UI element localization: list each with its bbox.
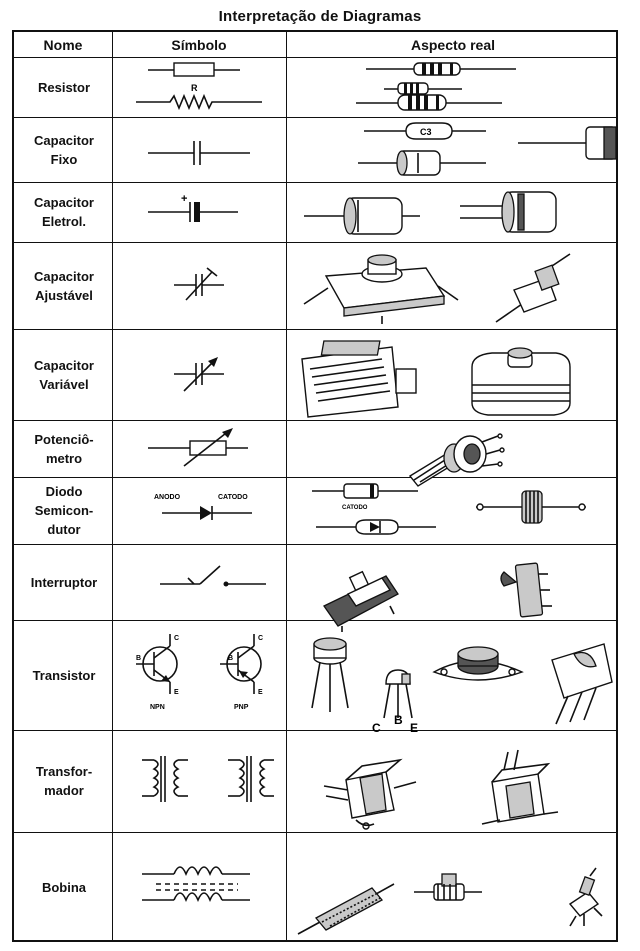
header-aspecto: Aspecto real <box>410 37 496 53</box>
row-name-capacitor-variavel: Capacitor Variável <box>34 357 94 392</box>
capacitor-variavel-real <box>286 329 620 420</box>
transformador-symbol <box>112 730 286 832</box>
diode-cathode-label: CATODO <box>218 494 248 501</box>
bobina-symbol <box>112 832 286 942</box>
real-pin-b: B <box>394 713 403 727</box>
row-name-capacitor-fixo: Capacitor Fixo <box>34 132 94 167</box>
header-nome: Nome <box>43 37 83 53</box>
row-name-interruptor: Interruptor <box>30 574 98 590</box>
capacitor-fixo-real <box>286 117 620 182</box>
real-pin-e: E <box>410 721 419 735</box>
interruptor-real <box>286 544 620 620</box>
potenciometro-symbol <box>112 420 286 477</box>
row-name-transformador: Transfor-mador <box>35 764 93 798</box>
interruptor-symbol <box>112 544 286 620</box>
pnp-pin-e: E <box>258 689 263 696</box>
real-pin-c: C <box>372 721 381 735</box>
row-name-capacitor-ajustavel: Capacitor Ajustável <box>34 268 94 303</box>
page-title: Interpretação de Diagramas <box>218 8 422 25</box>
capacitor-code-label: C3 <box>420 127 432 137</box>
pnp-pin-b: B <box>228 655 234 662</box>
row-name-potenciometro: Potenciô-metro <box>34 431 94 466</box>
bobina-real <box>286 832 620 942</box>
capacitor-ajustavel-symbol <box>112 242 286 329</box>
npn-pin-c: C <box>174 635 180 642</box>
capacitor-eletrol-real <box>286 182 620 242</box>
row-name-capacitor-eletrol: Capacitor Eletrol. <box>34 195 94 229</box>
transformador-real <box>286 730 620 832</box>
electrolytic-plus-label: + <box>181 193 188 205</box>
diode-anode-label: ANODO <box>154 494 181 501</box>
row-name-resistor: Resistor <box>37 79 91 95</box>
row-name-diodo: Diodo Semicon-dutor <box>34 484 94 537</box>
capacitor-eletrol-symbol <box>112 182 286 242</box>
npn-pin-b: B <box>136 655 142 662</box>
pnp-label: PNP <box>234 704 249 711</box>
resistor-symbol <box>112 57 286 117</box>
potenciometro-real <box>286 420 620 477</box>
transistor-real <box>286 620 620 735</box>
row-name-bobina: Bobina <box>41 879 87 895</box>
npn-label: NPN <box>150 704 165 711</box>
diode-real-cathode-label: CATODO <box>342 505 368 511</box>
capacitor-variavel-symbol <box>112 329 286 420</box>
transistor-symbol <box>112 620 286 730</box>
pnp-pin-c: C <box>258 635 264 642</box>
npn-pin-e: E <box>174 689 179 696</box>
capacitor-fixo-symbol <box>112 117 286 182</box>
diodo-real <box>286 477 620 544</box>
row-name-transistor: Transistor <box>32 667 96 683</box>
diodo-symbol <box>112 477 286 544</box>
component-table <box>12 30 618 942</box>
capacitor-ajustavel-real <box>286 242 620 329</box>
resistor-real <box>286 57 620 117</box>
header-simbolo: Símbolo <box>171 37 227 53</box>
resistor-r-label: R <box>191 83 198 93</box>
